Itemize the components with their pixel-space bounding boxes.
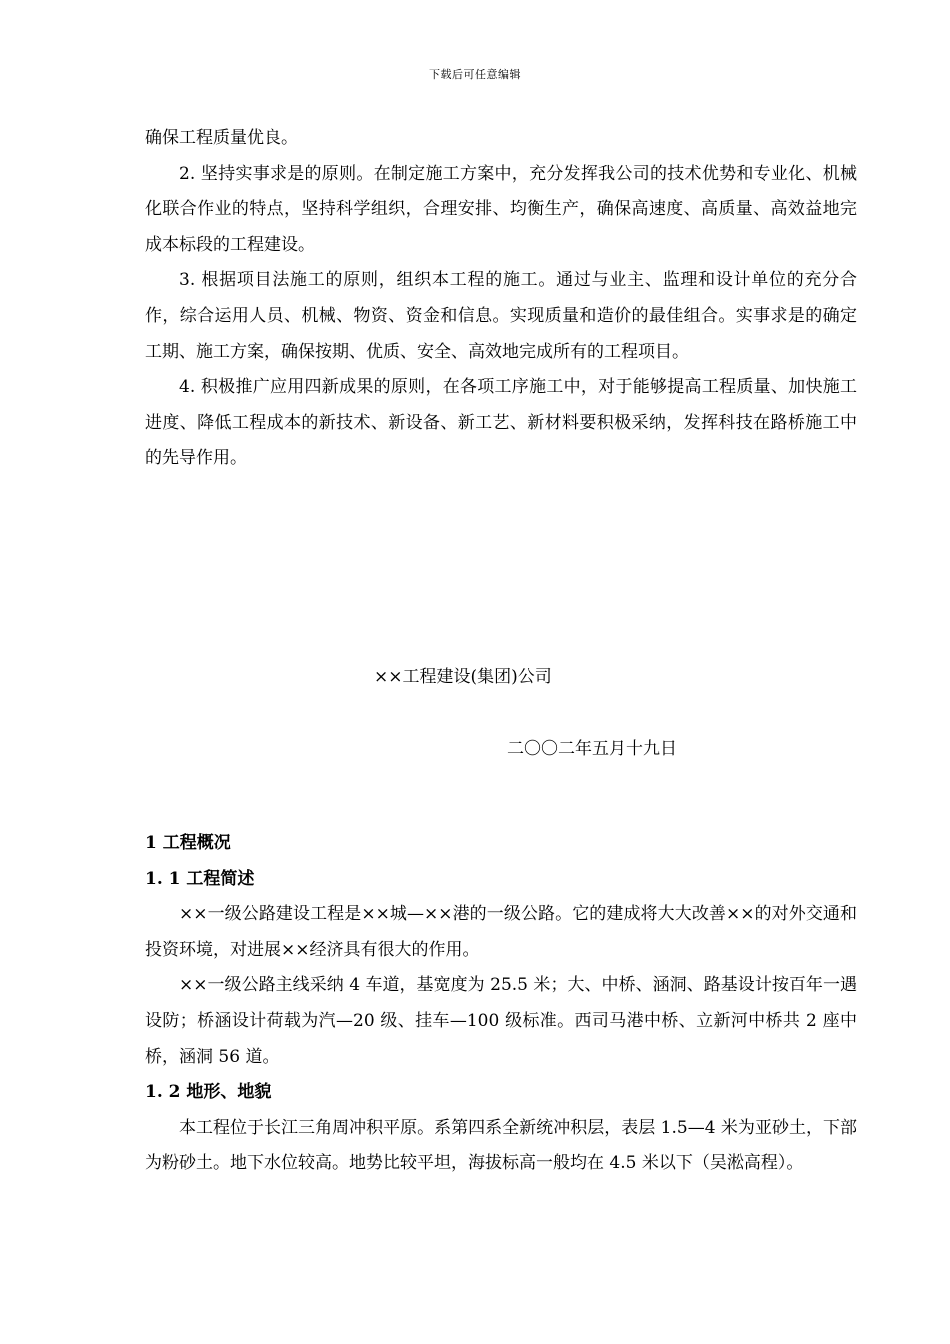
signature-company: ××工程建设(集团)公司	[374, 667, 552, 687]
signature-date: 二〇〇二年五月十九日	[507, 739, 677, 759]
page-header-note: 下载后可任意编辑	[429, 68, 521, 81]
section-heading-1: 1 工程概况	[145, 833, 231, 853]
overview-paragraph-1: ××一级公路建设工程是××城—××港的一级公路。它的建成将大大改善××的对外交通和投资环境，对进展××经济具有很大的作用。	[145, 904, 857, 960]
section-heading-1-2: 1. 2 地形、地貌	[145, 1082, 272, 1103]
terrain-paragraph: 本工程位于长江三角周冲积平原。系第四系全新统冲积层，表层 1.5—4 米为亚砂土，下部为粉砂土。地下水位较高。地势比较平坦，海拔标高一般均在 4.5 米以下（吴淞高程）。	[145, 1117, 857, 1174]
principle-3-paragraph: 3. 根据项目法施工的原则，组织本工程的施工。通过与业主、监理和设计单位的充分合作，综合运用人员、机械、物资、资金和信息。实现质量和造价的最佳组合。实事求是的确定工期、施工方案，确保按期、优质、安全、高效地完成所有的工程项目。	[145, 270, 857, 362]
principle-2-paragraph: 2. 坚持实事求是的原则。在制定施工方案中，充分发挥我公司的技术优势和专业化、机械化联合作业的特点，坚持科学组织，合理安排、均衡生产，确保高速度、高质量、高效益地完成本标段的工程建设。	[145, 163, 857, 255]
overview-paragraph-2: ××一级公路主线采纳 4 车道，基宽度为 25.5 米；大、中桥、涵洞、路基设计按百年一遇设防；桥涵设计荷载为汽—20 级、挂车—100 级标准。西司马港中桥、立新河中桥共 2 座中桥，涵洞 56 道。	[145, 975, 857, 1067]
principles-section	[145, 121, 857, 477]
project-overview-section	[145, 826, 857, 1182]
section-heading-1-1: 1. 1 工程简述	[145, 868, 255, 889]
principle-4-paragraph: 4. 积极推广应用四新成果的原则，在各项工序施工中，对于能够提高工程质量、加快施工进度、降低工程成本的新技术、新设备、新工艺、新材料要积极采纳，发挥科技在路桥施工中的先导作用。	[145, 377, 857, 469]
paragraph-continuation: 确保工程质量优良。	[145, 128, 298, 148]
